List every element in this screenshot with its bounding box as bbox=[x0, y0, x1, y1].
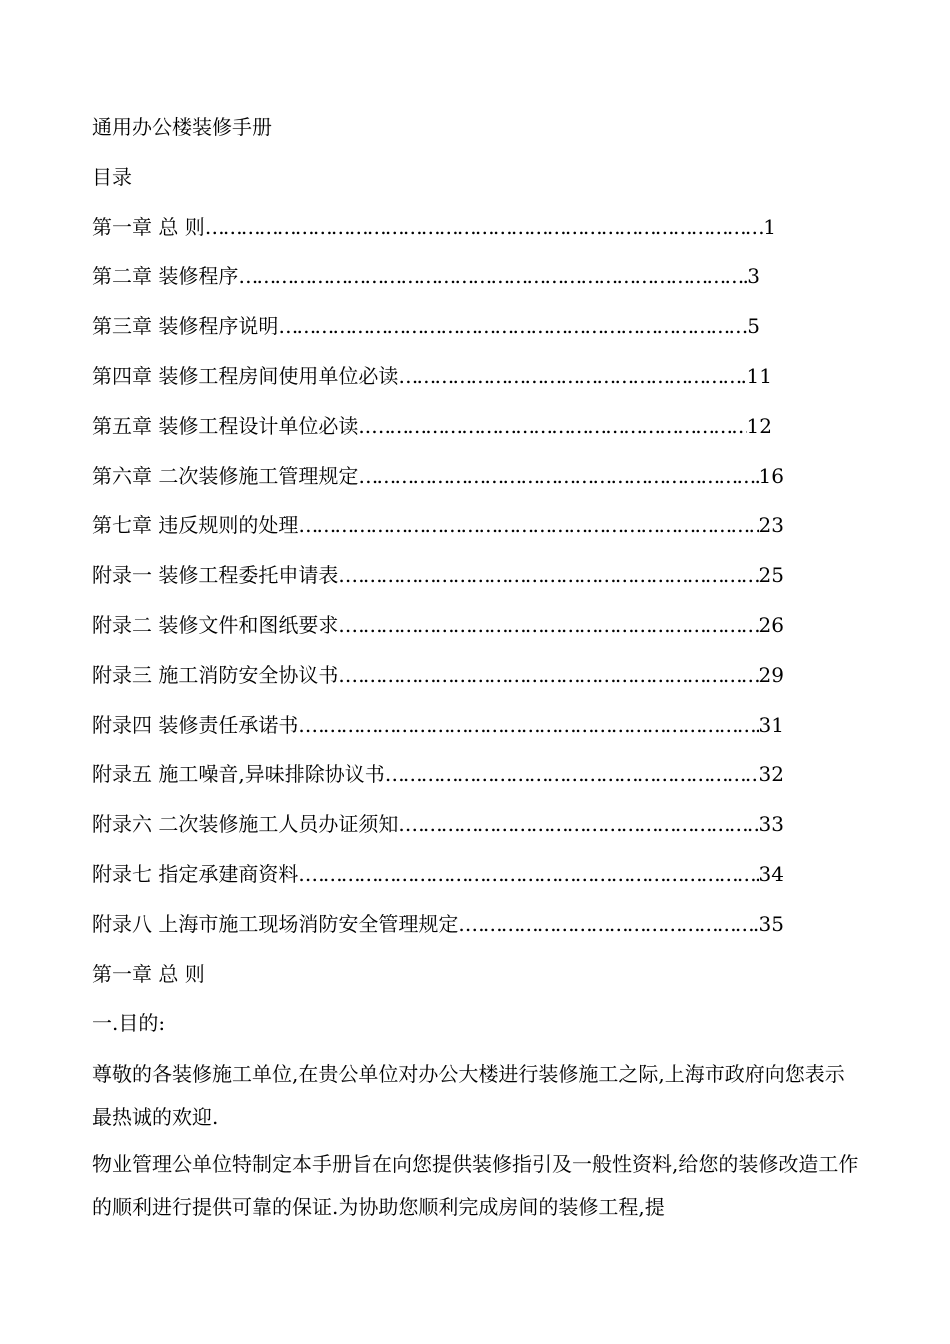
toc-leader-dots bbox=[398, 352, 746, 402]
toc-entry-title: 第二章 装修程序 bbox=[92, 264, 239, 289]
toc-leader-dots bbox=[205, 203, 764, 253]
toc-leader-dots bbox=[371, 402, 746, 452]
toc-entry[interactable] bbox=[92, 701, 784, 751]
table-of-contents bbox=[92, 203, 862, 950]
toc-entry-page: 3 bbox=[747, 264, 760, 289]
toc-leader-dots bbox=[345, 651, 759, 701]
toc-entry-page: 29 bbox=[758, 662, 784, 687]
toc-entry-page: 11 bbox=[746, 363, 772, 388]
toc-heading: 目录 bbox=[92, 164, 132, 189]
toc-entry[interactable] bbox=[92, 800, 784, 850]
toc-entry-title: 附录三 施工消防安全协议书. bbox=[92, 662, 345, 687]
toc-entry[interactable] bbox=[92, 551, 784, 601]
toc-entry[interactable] bbox=[92, 850, 784, 900]
toc-entry-title: 附录二 装修文件和图纸要求. bbox=[92, 612, 345, 637]
toc-entry[interactable] bbox=[92, 252, 760, 302]
toc-entry-page: 16 bbox=[758, 463, 784, 488]
toc-entry[interactable] bbox=[92, 203, 776, 253]
toc-entry-page: 33 bbox=[758, 812, 784, 837]
toc-entry-page: 26 bbox=[758, 612, 784, 637]
toc-entry-title: 第七章 违反规则的处理 bbox=[92, 513, 299, 538]
toc-entry-page: 23 bbox=[758, 513, 784, 538]
toc-leader-dots bbox=[278, 302, 747, 352]
toc-entry-title: 附录一 装修工程委托申请表. bbox=[92, 563, 345, 588]
body-paragraph: 尊敬的各装修施工单位,在贵公单位对办公大楼进行装修施工之际,上海市政府向您表示最热诚的欢迎. bbox=[92, 1062, 845, 1130]
toc-entry-page: 31 bbox=[758, 712, 784, 737]
toc-entry-title: 附录八 上海市施工现场消防安全管理规定. bbox=[92, 911, 465, 936]
toc-entry-page: 25 bbox=[758, 563, 784, 588]
toc-leader-dots bbox=[385, 750, 759, 800]
toc-entry-title: 第四章 装修工程房间使用单位必读 bbox=[92, 363, 399, 388]
toc-leader-dots bbox=[358, 452, 758, 502]
toc-entry-page: 32 bbox=[758, 762, 784, 787]
toc-entry[interactable] bbox=[92, 452, 784, 502]
toc-entry[interactable] bbox=[92, 601, 784, 651]
chapter-heading: 第一章 总 则 bbox=[92, 961, 205, 986]
toc-leader-dots bbox=[345, 601, 759, 651]
toc-entry-title: 附录六 二次装修施工人员办证须知. bbox=[92, 812, 405, 837]
toc-entry[interactable] bbox=[92, 302, 760, 352]
toc-entry-page: 34 bbox=[758, 861, 784, 886]
toc-entry-page: 1 bbox=[763, 214, 776, 239]
toc-leader-dots bbox=[298, 501, 758, 551]
toc-leader-dots bbox=[238, 252, 747, 302]
toc-entry-page: 35 bbox=[758, 911, 784, 936]
toc-entry-page: 5 bbox=[747, 314, 760, 339]
body-paragraph: 物业管理公单位特制定本手册旨在向您提供装修指引及一般性资料,给您的装修改造工作的顺利进行提供可靠的保证.为协助您顺利完成房间的装修工程,提 bbox=[92, 1152, 859, 1220]
document-page bbox=[92, 103, 862, 1229]
toc-entry-title: 第五章 装修工程设计单位必读.. bbox=[92, 413, 372, 438]
toc-entry-title: 附录四 装修责任承诺书. bbox=[92, 712, 305, 737]
toc-entry[interactable] bbox=[92, 900, 784, 950]
toc-entry-title: 第三章 装修程序说明 bbox=[92, 314, 279, 339]
toc-entry-title: 附录七 指定承建商资料. bbox=[92, 861, 305, 886]
toc-entry[interactable] bbox=[92, 352, 772, 402]
document-title: 通用办公楼装修手册 bbox=[92, 115, 272, 139]
toc-leader-dots bbox=[345, 551, 759, 601]
toc-leader-dots bbox=[305, 701, 759, 751]
toc-entry[interactable] bbox=[92, 750, 784, 800]
toc-entry-page: 12 bbox=[746, 413, 772, 438]
toc-entry[interactable] bbox=[92, 651, 784, 701]
toc-entry-title: 附录五 施工噪音,异味排除协议书 bbox=[92, 762, 385, 787]
toc-entry-title: 第一章 总 则 bbox=[92, 214, 205, 239]
toc-leader-dots bbox=[305, 850, 759, 900]
toc-leader-dots bbox=[405, 800, 759, 850]
toc-entry[interactable] bbox=[92, 501, 784, 551]
toc-leader-dots bbox=[465, 900, 759, 950]
toc-entry-title: 第六章 二次装修施工管理规定 bbox=[92, 463, 359, 488]
toc-entry[interactable] bbox=[92, 402, 772, 452]
section-heading: 一.目的: bbox=[92, 1011, 166, 1036]
